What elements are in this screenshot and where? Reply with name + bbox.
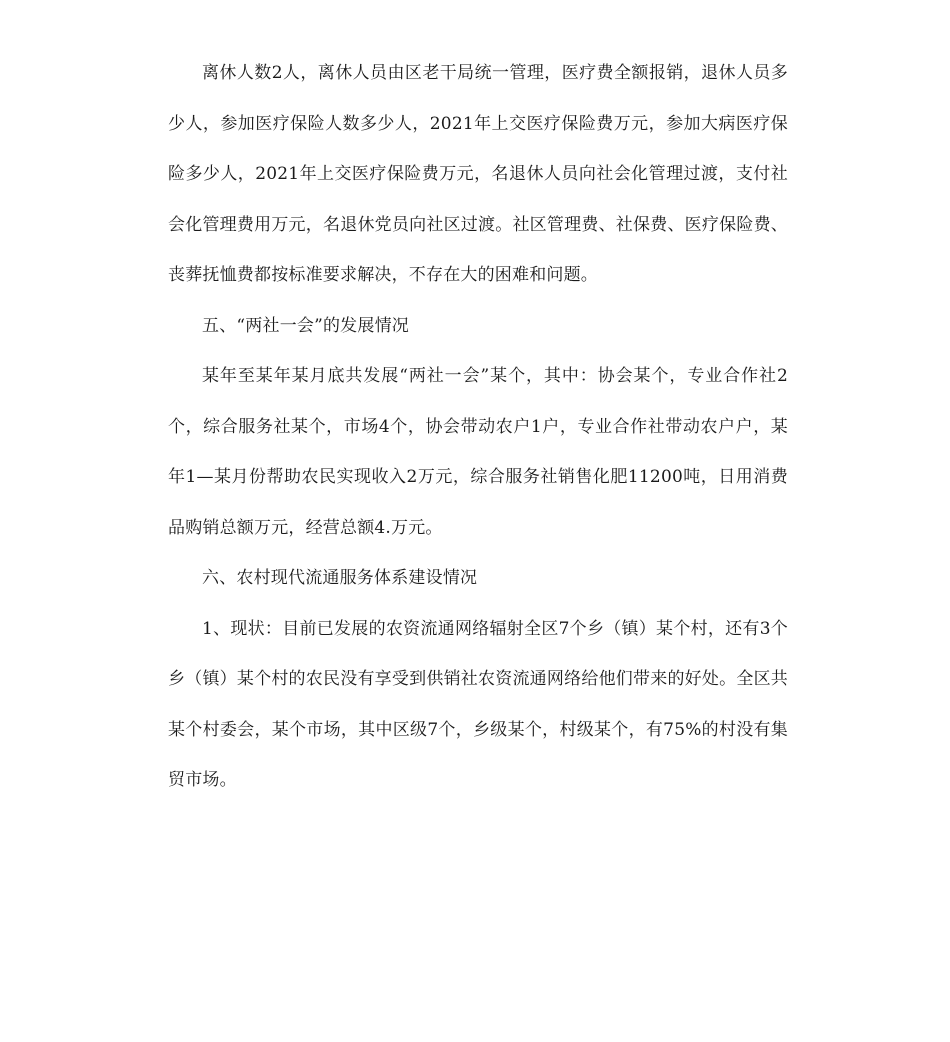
paragraph-two-societies: 某年至某年某月底共发展“两社一会”某个，其中：协会某个，专业合作社2个，综合服务社某个，市场4个，协会带动农户1户，专业合作社带动农户户，某年1—某月份帮助农民实现收入2万元，综合服务社销售化肥11200吨，日用消费品购销总额万元，经营总额4.万元。 (168, 366, 788, 538)
section-heading-five: 五、“两社一会”的发展情况 (202, 315, 409, 336)
document-page (168, 48, 788, 806)
paragraph-retirees: 离休人数2人，离休人员由区老干局统一管理，医疗费全额报销，退休人员多少人，参加医疗保险人数多少人，2021年上交医疗保险费万元，参加大病医疗保险多少人，2021年上交医疗保险费万元，名退休人员向社会化管理过渡，支付社会化管理费用万元，名退休党员向社区过渡。社区管理费、社保费、医疗保险费、丧葬抚恤费都按标准要求解决，不存在大的困难和问题。 (168, 63, 788, 285)
paragraph-current-status: 1、现状：目前已发展的农资流通网络辐射全区7个乡（镇）某个村，还有3个乡（镇）某个村的农民没有享受到供销社农资流通网络给他们带来的好处。全区共某个村委会，某个市场，其中区级7个，乡级某个，村级某个，有75%的村没有集贸市场。 (168, 618, 788, 790)
section-heading-six: 六、农村现代流通服务体系建设情况 (202, 568, 478, 588)
